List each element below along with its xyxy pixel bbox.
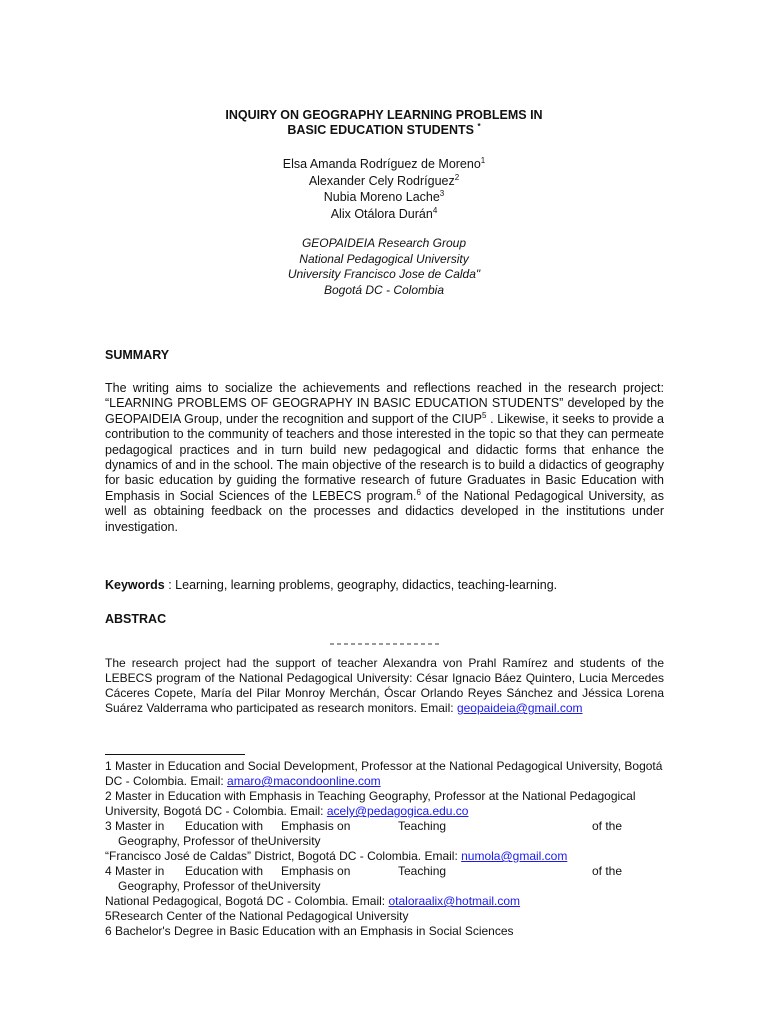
- summary-paragraph: [105, 381, 664, 535]
- summary-text-part-3: of the National Pedagogical University, as well as obtaining feedback on the processes and didactics developed in the institutions under investigation.: [105, 488, 664, 534]
- author-3-footnote-ref: 3: [439, 188, 445, 198]
- footnote-3-line-2: Geography, Professor of theUniversity: [118, 834, 321, 848]
- footnote-6: 6 Bachelor's Degree in Basic Education with an Emphasis in Social Sciences: [105, 924, 514, 938]
- author-1: [0, 156, 768, 173]
- footnote-3-line-3: [105, 849, 664, 864]
- footnote-4-line-1: [105, 864, 664, 879]
- footnote-4-col-1: 4 Master in: [105, 864, 165, 878]
- keywords-line: [105, 578, 664, 593]
- footnote-4-col-5: of the: [592, 864, 623, 878]
- author-2-name: Alexander Cely Rodríguez: [308, 173, 455, 188]
- footnote-4-col-3: Emphasis on: [281, 864, 351, 878]
- footnote-4-email-link[interactable]: otaloraalix@hotmail.com: [388, 894, 521, 908]
- footnotes: [105, 759, 664, 939]
- footnote-3-col-2: Education with: [185, 819, 264, 833]
- author-4: [0, 206, 768, 223]
- footnote-2-email-link[interactable]: acely@pedagogica.edu.co: [326, 804, 469, 818]
- footnote-1-text: 1 Master in Education and Social Development, Professor at the National Pedagogical University, Bogotá DC - Colombia. Email:: [105, 759, 663, 788]
- paper-title-line-2: [0, 123, 768, 138]
- footnote-3-col-5: of the: [592, 819, 623, 833]
- footnote-3-email-link[interactable]: numola@gmail.com: [461, 849, 568, 863]
- footnote-3-col-1: 3 Master in: [105, 819, 165, 833]
- author-3-name: Nubia Moreno Lache: [323, 190, 440, 204]
- author-4-name: Alix Otálora Durán: [330, 206, 433, 221]
- affiliation-university-2: University Francisco Jose de Calda": [287, 267, 481, 281]
- footnote-3-line-3-text: “Francisco José de Caldas” District, Bogotá DC - Colombia. Email:: [105, 849, 462, 863]
- affiliation-location: Bogotá DC - Colombia: [323, 282, 445, 297]
- support-email-link[interactable]: geopaideia@gmail.com: [456, 701, 583, 715]
- summary-footnote-ref-6: 6: [416, 487, 421, 497]
- paper-title: [0, 108, 768, 138]
- author-4-footnote-ref: 4: [432, 205, 438, 215]
- author-1-footnote-ref: 1: [480, 155, 486, 165]
- keywords-text: : Learning, learning problems, geography, didactics, teaching-learning.: [164, 578, 558, 592]
- keywords-label: Keywords: [105, 578, 165, 592]
- title-footnote-mark: *: [477, 121, 481, 131]
- affiliation-university: National Pedagogical University: [299, 251, 469, 266]
- footnote-1: [105, 759, 664, 789]
- footnote-3-line-1: [105, 819, 664, 834]
- author-list: [0, 156, 768, 222]
- footnote-4-line-3: [105, 894, 664, 909]
- author-3: [0, 189, 768, 206]
- footnote-5: 5Research Center of the National Pedagogical University: [105, 909, 409, 923]
- support-note-text: The research project had the support of teacher Alexandra von Prahl Ramírez and students of the LEBECS program of the National Pedagogical University: César Ignacio Báez Quintero, Lucia Mercedes Cáceres Copete, María del Pilar Monroy Merchán, Óscar Orlando Reyes Sánchez and Jéssica Lorena Suárez Valderrama who participated as research monitors. Email:: [105, 656, 664, 715]
- footnote-separator: [105, 754, 245, 755]
- summary-heading: SUMMARY: [105, 348, 170, 362]
- footnote-3-col-3: Emphasis on: [281, 819, 351, 833]
- footnote-2-text: 2 Master in Education with Emphasis in Teaching Geography, Professor at the National Pedagogical University, Bogotá DC - Colombia. Email:: [105, 789, 636, 818]
- summary-footnote-ref-5: 5: [482, 410, 487, 420]
- footnote-2: [105, 789, 664, 819]
- affiliation-block: [0, 236, 768, 298]
- research-support-note: [105, 656, 664, 716]
- footnote-3-col-4: Teaching: [398, 819, 447, 833]
- abstract-heading: ABSTRAC: [105, 612, 167, 626]
- footnote-4-line-3-text: National Pedagogical, Bogotá DC - Colombia. Email:: [105, 894, 389, 908]
- footnote-4-col-2: Education with: [185, 864, 264, 878]
- footnote-4-line-2: Geography, Professor of theUniversity: [118, 879, 321, 893]
- author-2: [0, 173, 768, 190]
- author-1-name: Elsa Amanda Rodríguez de Moreno: [282, 157, 481, 171]
- author-2-footnote-ref: 2: [454, 172, 460, 182]
- summary-text-part-2: . Likewise, it seeks to provide a contribution to the community of teachers and those interested in the topic so that they can permeate pedagogical practices and in turn build new pedagogical and didactic forms that enhance the dynamics of and in the school. The main objective of the research is to build a didactics of geography for basic education by guiding the formative research of future Graduates in Basic Education with Emphasis in Social Sciences of the LEBECS program.: [105, 411, 665, 503]
- scan-artifact: [330, 641, 442, 647]
- paper-title-line-1: INQUIRY ON GEOGRAPHY LEARNING PROBLEMS IN: [225, 108, 543, 122]
- summary-text-part-1: The writing aims to socialize the achievements and reflections reached in the research project: “LEARNING PROBLEMS OF GEOGRAPHY IN BASIC EDUCATION STUDENTS” developed by the GEOPAIDEIA Group, under the recognition and support of the CIUP: [105, 381, 664, 426]
- paper-title-line-2-text: BASIC EDUCATION STUDENTS: [287, 123, 474, 137]
- affiliation-group: GEOPAIDEIA Research Group: [301, 236, 467, 250]
- footnote-1-email-link[interactable]: amaro@macondoonline.com: [227, 774, 381, 788]
- footnote-4-col-4: Teaching: [398, 864, 447, 878]
